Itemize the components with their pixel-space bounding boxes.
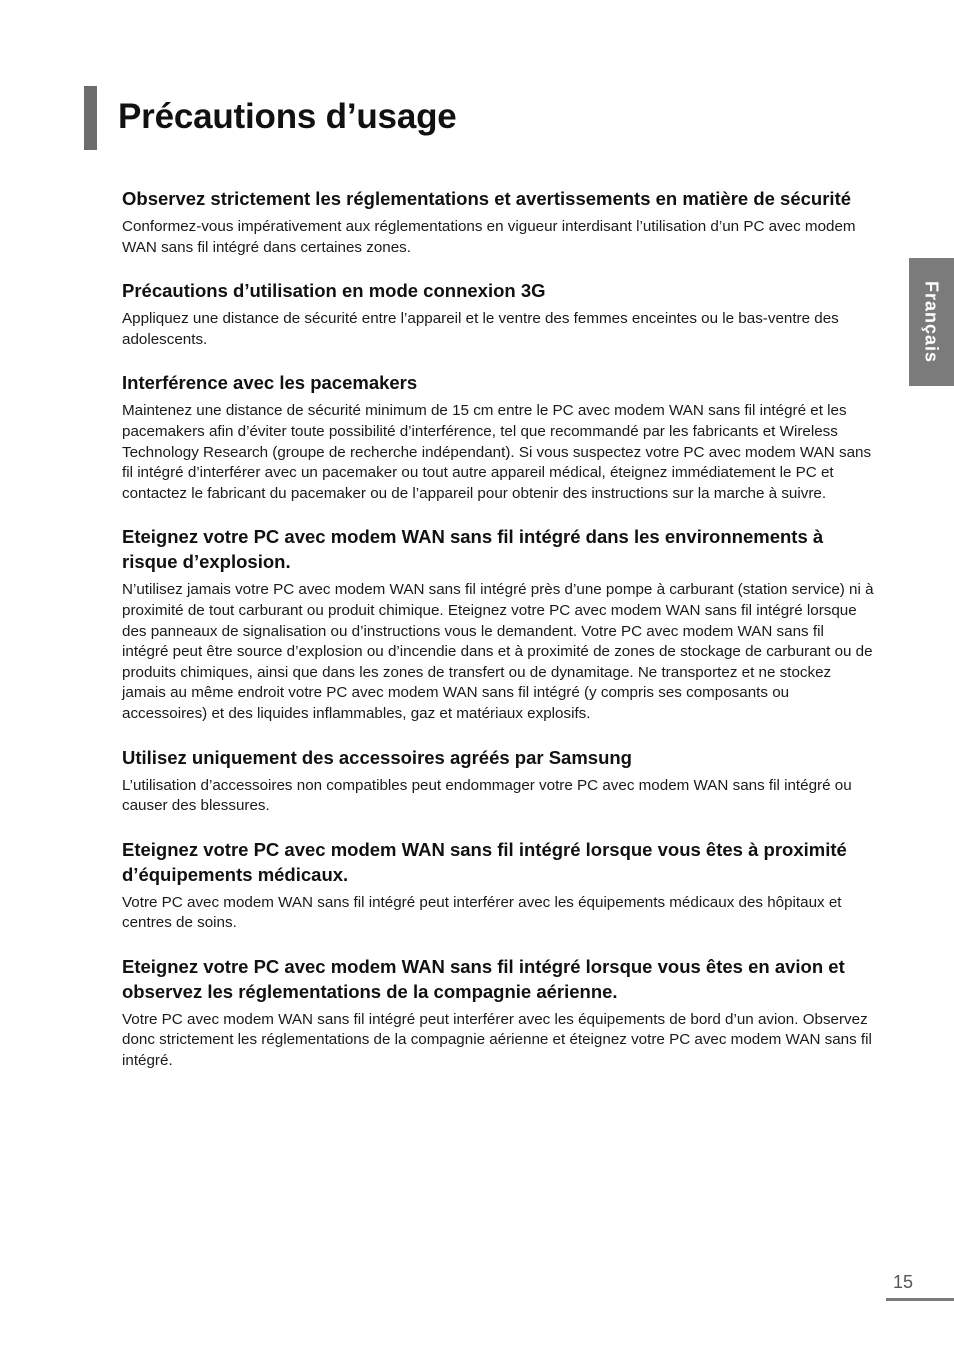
section-body: Appliquez une distance de sécurité entre l’appareil et le ventre des femmes enceintes ou le bas-ventre des adolescents. — [122, 310, 839, 348]
section-heading: Interférence avec les pacemakers — [122, 372, 418, 394]
language-tab-label: Français — [921, 280, 942, 364]
section-body: L’utilisation d’accessoires non compatibles peut endommager votre PC avec modem WAN sans fil intégré ou causer des blessures. — [122, 776, 852, 815]
section-heading: Eteignez votre PC avec modem WAN sans fil intégré dans les environnements à risque d’explosion. — [122, 526, 824, 573]
section-approved-accessories — [122, 745, 874, 817]
section-body: Votre PC avec modem WAN sans fil intégré peut interférer avec les équipements de bord d’un avion. Observez donc strictement les réglementations de la compagnie aérienne et éteignez votre PC avec modem WAN sans fil intégré. — [122, 1010, 872, 1070]
page-title: Précautions d’usage — [118, 97, 457, 136]
section-heading: Eteignez votre PC avec modem WAN sans fil intégré lorsque vous êtes en avion et observez les réglementations de la compagnie aérienne. — [122, 955, 845, 1002]
title-accent-bar — [84, 86, 97, 150]
section-safety-regulations — [122, 186, 874, 258]
section-heading: Précautions d’utilisation en mode connexion 3G — [122, 280, 546, 302]
section-body: Votre PC avec modem WAN sans fil intégré peut interférer avec les équipements médicaux des hôpitaux et centres de soins. — [122, 893, 842, 932]
section-body: Maintenez une distance de sécurité minimum de 15 cm entre le PC avec modem WAN sans fil intégré et les pacemakers afin d’éviter toute possibilité d’interférence, tel que recommandé par les fabricants et Wireless Technology Research (groupe de recherche indépendant). Si vous suspectez votre PC avec modem WAN sans fil intégré d’interférer avec un pacemaker ou tout autre appareil médical, éteignez immédiatement le PC et contactez le fabricant du pacemaker ou de l’appareil pour obtenir des instructions sur la marche à suivre. — [122, 402, 872, 502]
content — [122, 186, 874, 1092]
section-medical-equipment — [122, 837, 874, 934]
section-heading: Observez strictement les réglementations et avertissements en matière de sécurité — [122, 188, 852, 209]
section-heading: Eteignez votre PC avec modem WAN sans fil intégré lorsque vous êtes à proximité d’équipements médicaux. — [122, 838, 847, 885]
section-3g-precautions — [122, 278, 874, 350]
section-body: Conformez-vous impérativement aux réglementations en vigueur interdisant l’utilisation d’un PC avec modem WAN sans fil intégré dans certaines zones. — [122, 218, 856, 256]
page-number-rule — [886, 1298, 954, 1301]
section-explosive-environments — [122, 524, 874, 724]
language-tab — [909, 258, 954, 386]
section-aircraft — [122, 954, 874, 1072]
section-body: N’utilisez jamais votre PC avec modem WAN sans fil intégré près d’une pompe à carburant (station service) ni à proximité de tout carburant ou produit chimique. Eteignez votre PC avec modem WAN sans fil intégré lorsque des panneaux de signalisation ou d’instructions vous le demandent. Votre PC avec modem WAN sans fil intégré peut être source d’explosion ou d’incendie dans et à proximité de zones de stockage de carburant ou de produits chimiques, ainsi que dans les zones de transfert ou de dynamitage. Ne transportez et ne stockez jamais au même endroit votre PC avec modem WAN sans fil intégré (y compris ses composants ou accessoires) et des liquides inflammables, gaz et matériaux explosifs. — [122, 581, 874, 722]
section-heading: Utilisez uniquement des accessoires agréés par Samsung — [122, 746, 632, 768]
page-number: 15 — [893, 1272, 914, 1292]
section-pacemakers — [122, 370, 874, 504]
